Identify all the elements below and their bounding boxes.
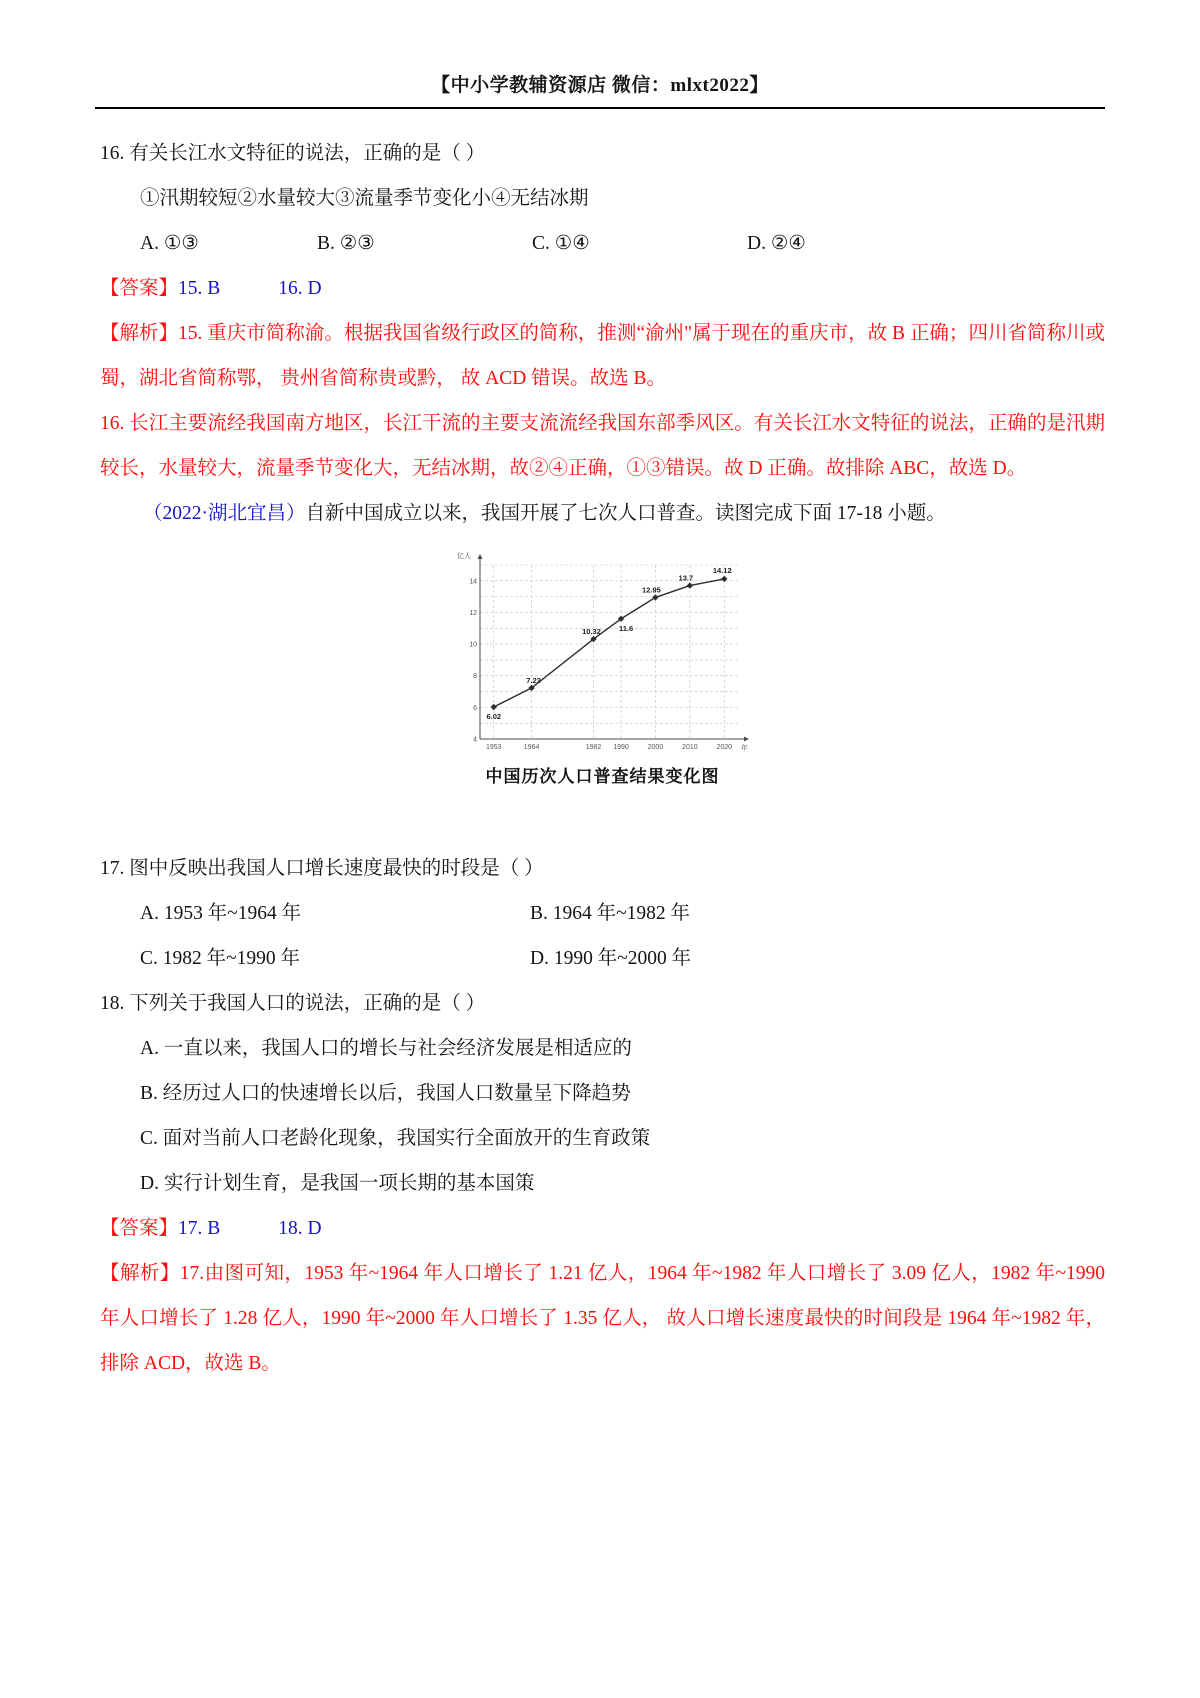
population-census-figure [443, 550, 763, 790]
analysis-label-2: 【解析】 [100, 1263, 180, 1284]
svg-text:10.32: 10.32 [581, 627, 601, 637]
analysis-text-17: 17.由图可知，1953 年~1964 年人口增长了 1.21 亿人，1964 年~1982 年人口增长了 3.09 亿人，1982 年~1990 年人口增长了 1.28 亿人，1990 年~2000 年人口增长了 1.35 亿人， 故人口增长速度最快的时间段是 1964 年~1982 年，排除 ACD，故选 B。 [100, 1263, 1105, 1374]
svg-text:2020: 2020 [715, 744, 732, 751]
q18-option-b: B. 经历过人口的快速增长以后，我国人口数量呈下降趋势 [140, 1083, 631, 1104]
passage-source: （2022·湖北宜昌） [143, 503, 306, 524]
q16-option-a: A. ①③ [140, 233, 199, 254]
answer-line-17-18 [100, 1206, 1105, 1251]
analysis-paragraph-17 [100, 1251, 1105, 1386]
svg-text:14: 14 [468, 578, 477, 586]
chart-caption: 中国历次人口普查结果变化图 [485, 767, 720, 786]
svg-text:2000: 2000 [647, 744, 663, 751]
q16-subline: ①汛期较短②水量较大③流量季节变化小④无结冰期 [140, 188, 589, 209]
svg-text:6.02: 6.02 [485, 712, 501, 722]
exam-content [0, 109, 1200, 1386]
svg-text:1953: 1953 [485, 744, 502, 751]
svg-text:亿人: 亿人 [456, 553, 471, 560]
answer-label: 【答案】 [100, 278, 179, 299]
svg-text:14.12: 14.12 [712, 565, 732, 575]
q17-option-d: D. 1990 年~2000 年 [530, 948, 692, 969]
q16-options [100, 221, 1105, 266]
svg-text:10: 10 [468, 641, 477, 649]
svg-text:11.6: 11.6 [618, 623, 633, 633]
passage-text: 自新中国成立以来，我国开展了七次人口普查。读图完成下面 17-18 小题。 [305, 503, 946, 524]
analysis-paragraph-15 [100, 311, 1105, 401]
q17-options-row-2 [100, 936, 1105, 981]
analysis-text-15: 15. 重庆市简称渝。根据我国省级行政区的简称，推测“渝州"属于现在的重庆市，故 B 正确；四川省简称川或蜀，湖北省简称鄂， 贵州省简称贵或黔， 故 ACD 错误。故选 B。 [100, 323, 1105, 389]
q16-stem: 16. 有关长江水文特征的说法，正确的是（ ） [100, 143, 486, 164]
analysis-label: 【解析】 [100, 323, 179, 344]
q17-options-row-1 [100, 891, 1105, 936]
svg-text:4: 4 [472, 736, 477, 744]
svg-text:1982: 1982 [585, 744, 601, 751]
q18-option-a: A. 一直以来，我国人口的增长与社会经济发展是相适应的 [140, 1038, 632, 1059]
page-header: 【中小学教辅资源店 微信：mlxt2022】 [431, 75, 769, 96]
q17-option-b: B. 1964 年~1982 年 [530, 903, 691, 924]
answer-line-15-16 [100, 266, 1105, 311]
svg-text:13.7: 13.7 [678, 573, 693, 583]
svg-text:6: 6 [472, 704, 477, 712]
svg-text:2010: 2010 [681, 744, 698, 751]
q18-option-c: C. 面对当前人口老龄化现象，我国实行全面放开的生育政策 [140, 1128, 651, 1149]
answer-16: 16. D [278, 278, 322, 299]
svg-text:12: 12 [468, 609, 477, 617]
answer-15: 15. B [178, 278, 221, 299]
svg-text:1990: 1990 [612, 744, 629, 751]
q16-option-d: D. ②④ [747, 233, 806, 254]
answer-18: 18. D [278, 1218, 322, 1239]
analysis-paragraph-16: 16. 长江主要流经我国南方地区，长江干流的主要支流流经我国东部季风区。有关长江水文特征的说法，正确的是汛期较长，水量较大，流量季节变化大，无结冰期，故②④正确，①③错误。故 D 正确。故排除 ABC，故选 D。 [100, 413, 1105, 479]
population-census-chart [453, 550, 753, 764]
q18-option-d: D. 实行计划生育，是我国一项长期的基本国策 [140, 1173, 535, 1194]
answer-17: 17. B [178, 1218, 221, 1239]
answer-label-2: 【答案】 [100, 1218, 179, 1239]
svg-text:年: 年 [740, 745, 748, 752]
svg-text:7.23: 7.23 [525, 675, 541, 685]
q16-option-c: C. ①④ [532, 233, 590, 254]
q16-option-b: B. ②③ [317, 233, 375, 254]
q17-option-c: C. 1982 年~1990 年 [140, 948, 301, 969]
svg-text:1964: 1964 [523, 744, 539, 751]
q17-stem: 17. 图中反映出我国人口增长速度最快的时段是（ ） [100, 858, 544, 879]
passage-intro [100, 491, 1105, 536]
svg-text:8: 8 [472, 673, 477, 681]
q18-stem: 18. 下列关于我国人口的说法，正确的是（ ） [100, 993, 486, 1014]
svg-text:12.95: 12.95 [641, 585, 661, 595]
q17-option-a: A. 1953 年~1964 年 [140, 903, 302, 924]
